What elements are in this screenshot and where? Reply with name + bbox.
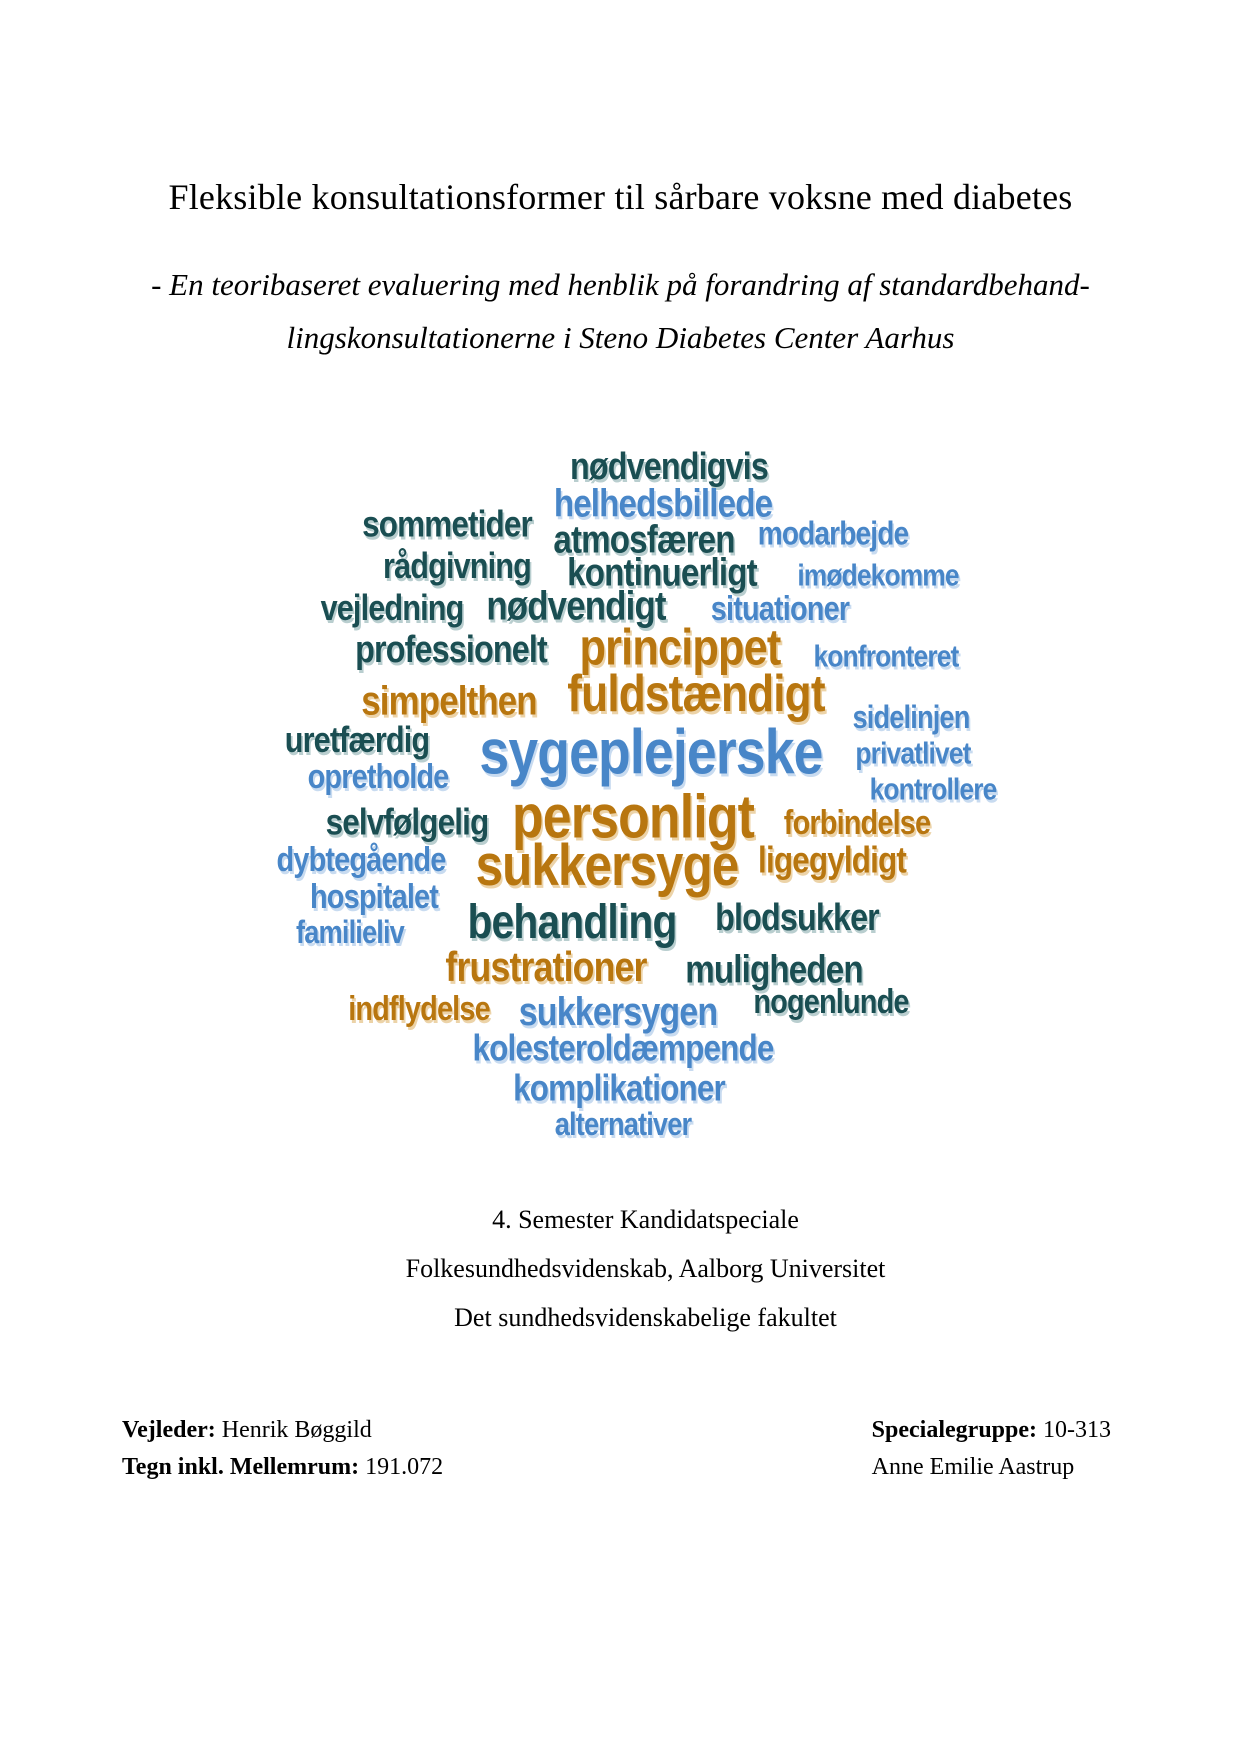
meta-right-column <box>872 1412 1111 1486</box>
program-university: Folkesundhedsvidenskab, Aalborg Universitet <box>405 1254 886 1283</box>
word-cloud-word: atmosfæren <box>553 518 735 562</box>
word-cloud-word: fuldstændigt <box>567 665 825 723</box>
program-semester: 4. Semester Kandidatspeciale <box>492 1205 799 1234</box>
word-cloud-word: sukkersygen <box>518 990 718 1034</box>
word-cloud-word: hospitalet <box>310 878 438 916</box>
word-cloud-word: rådgivning <box>383 545 531 586</box>
word-cloud-word: uretfærdig <box>284 719 430 760</box>
word-cloud-word: privatlivet <box>855 735 971 771</box>
word-cloud-word: nødvendigt <box>486 582 666 629</box>
word-cloud-word: opretholde <box>307 758 449 796</box>
character-count-value: 191.072 <box>365 1454 444 1480</box>
word-cloud-word: indflydelse <box>348 990 490 1028</box>
word-cloud-word: selvfølgelig <box>325 801 489 843</box>
meta-info <box>122 1412 1111 1486</box>
meta-left-column <box>122 1412 443 1486</box>
word-cloud-word: sygeplejerske <box>479 717 823 788</box>
word-cloud-word: kontrollere <box>869 771 997 807</box>
group-row <box>872 1412 1111 1449</box>
page-subtitle <box>0 258 1241 364</box>
word-cloud-word: situationer <box>710 590 850 628</box>
word-cloud-word: familieliv <box>296 914 404 950</box>
word-cloud-word: frustrationer <box>445 943 647 990</box>
word-cloud-word: nogenlunde <box>753 983 909 1021</box>
character-count-row <box>122 1449 443 1486</box>
word-cloud-word: komplikationer <box>513 1067 725 1109</box>
author-row <box>872 1449 1111 1486</box>
word-cloud-word: professionelt <box>355 629 547 671</box>
word-cloud-word: forbindelse <box>783 804 931 842</box>
word-cloud-word: modarbejde <box>757 514 909 552</box>
program-info <box>25 1195 1241 1342</box>
word-cloud-word: sukkersyge <box>475 833 739 898</box>
word-cloud-word: blodsukker <box>715 897 879 939</box>
page-title: Fleksible konsultationsformer til sårbare voksne med diabetes <box>168 177 1073 217</box>
word-cloud-word: sidelinjen <box>852 699 970 735</box>
supervisor-label: Vejleder: <box>122 1417 216 1443</box>
word-cloud-word: kontinuerligt <box>567 551 757 595</box>
word-cloud-word: simpelthen <box>361 677 537 724</box>
word-cloud-word: sommetider <box>362 503 532 545</box>
word-cloud-word: personligt <box>511 782 755 851</box>
word-cloud-word: konfronteret <box>813 638 959 674</box>
word-cloud-word: kolesteroldæmpende <box>472 1027 774 1069</box>
supervisor-row <box>122 1412 443 1449</box>
subtitle-line-1: - En teoribaseret evaluering med henblik på forandring af standardbehand- <box>151 267 1090 302</box>
word-cloud-word: behandling <box>467 896 677 949</box>
group-label: Specialegruppe: <box>871 1417 1037 1443</box>
author-name: Anne Emilie Aastrup <box>871 1454 1075 1480</box>
character-count-label: Tegn inkl. Mellemrum: <box>122 1454 360 1480</box>
subtitle-line-2: lingskonsultationerne i Steno Diabetes Center Aarhus <box>286 320 955 355</box>
word-cloud-word: ligegyldigt <box>758 839 906 881</box>
word-cloud-word: helhedsbillede <box>553 482 773 526</box>
word-cloud-word: vejledning <box>320 587 464 628</box>
supervisor-value: Henrik Bøggild <box>221 1417 372 1443</box>
word-cloud-word: muligheden <box>685 948 863 992</box>
word-cloud-word: nødvendigvis <box>570 446 768 488</box>
word-cloud-word: dybtegående <box>276 841 446 879</box>
group-value: 10-313 <box>1043 1417 1111 1443</box>
word-cloud-word: princippet <box>579 618 781 676</box>
word-cloud-word: imødekomme <box>797 557 959 593</box>
word-cloud-word: alternativer <box>554 1106 692 1142</box>
program-faculty: Det sundhedsvidenskabelige fakultet <box>454 1303 837 1332</box>
